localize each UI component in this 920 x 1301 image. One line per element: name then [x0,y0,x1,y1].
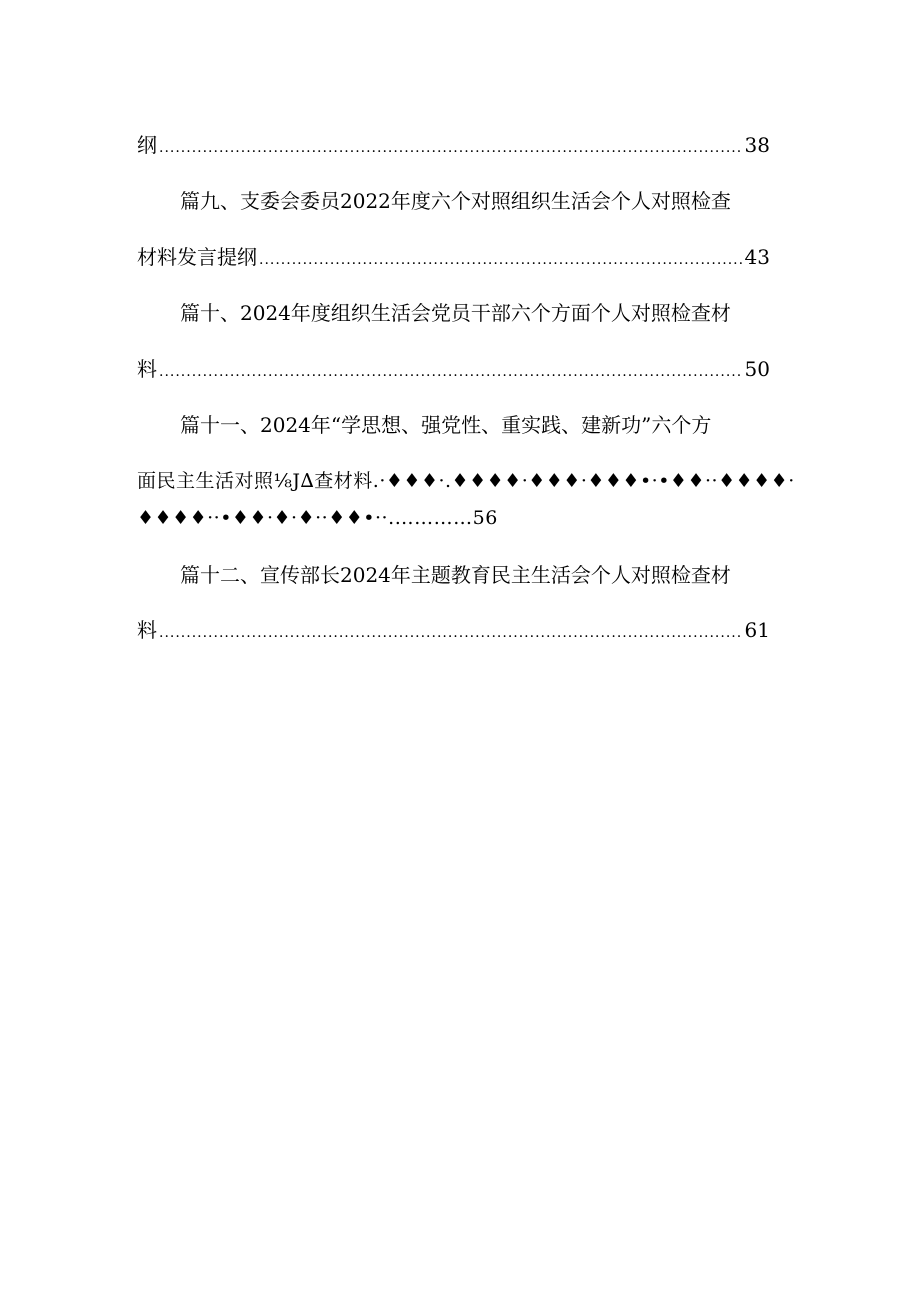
toc-entry-11-line2[interactable]: 面民主生活对照⅛J∆查材料.·♦♦♦·.♦♦♦♦·♦♦♦·♦♦♦•·•♦♦··♦♦♦♦· [137,470,795,492]
toc-entry-text: 料 [137,618,157,642]
toc-entry-11-line1[interactable]: 篇十一、2024年“学思想、强党性、重实践、建新功”六个方 [180,413,712,437]
toc-entry-10-line2[interactable] [137,354,770,384]
toc-entry-12-line2[interactable] [137,615,770,645]
toc-entry-text: 料 [137,357,157,381]
toc-entry-text: 纲 [137,133,157,157]
toc-page-number: 61 [744,618,770,642]
toc-page-number: 50 [744,357,770,381]
toc-page-number: 38 [744,133,770,157]
toc-entry-continuation[interactable] [137,130,770,160]
toc-page-number: 43 [744,245,770,269]
toc-entry-11-line3[interactable]: ♦♦♦♦··•♦♦·♦·♦··♦♦•··.…………56 [137,507,498,529]
toc-entry-9-line1[interactable]: 篇九、支委会委员2022年度六个对照组织生活会个人对照检查 [180,189,731,213]
toc-leader-dots [159,357,743,387]
toc-leader-dots [259,245,743,275]
toc-entry-12-line1[interactable]: 篇十二、宣传部长2024年主题教育民主生活会个人对照检查材 [180,563,731,587]
toc-entry-9-line2[interactable] [137,242,770,272]
toc-leader-dots [159,133,743,163]
toc-entry-10-line1[interactable]: 篇十、2024年度组织生活会党员干部六个方面个人对照检查材 [180,301,731,325]
toc-leader-dots [159,618,743,648]
toc-entry-text: 材料发言提纲 [137,245,257,269]
